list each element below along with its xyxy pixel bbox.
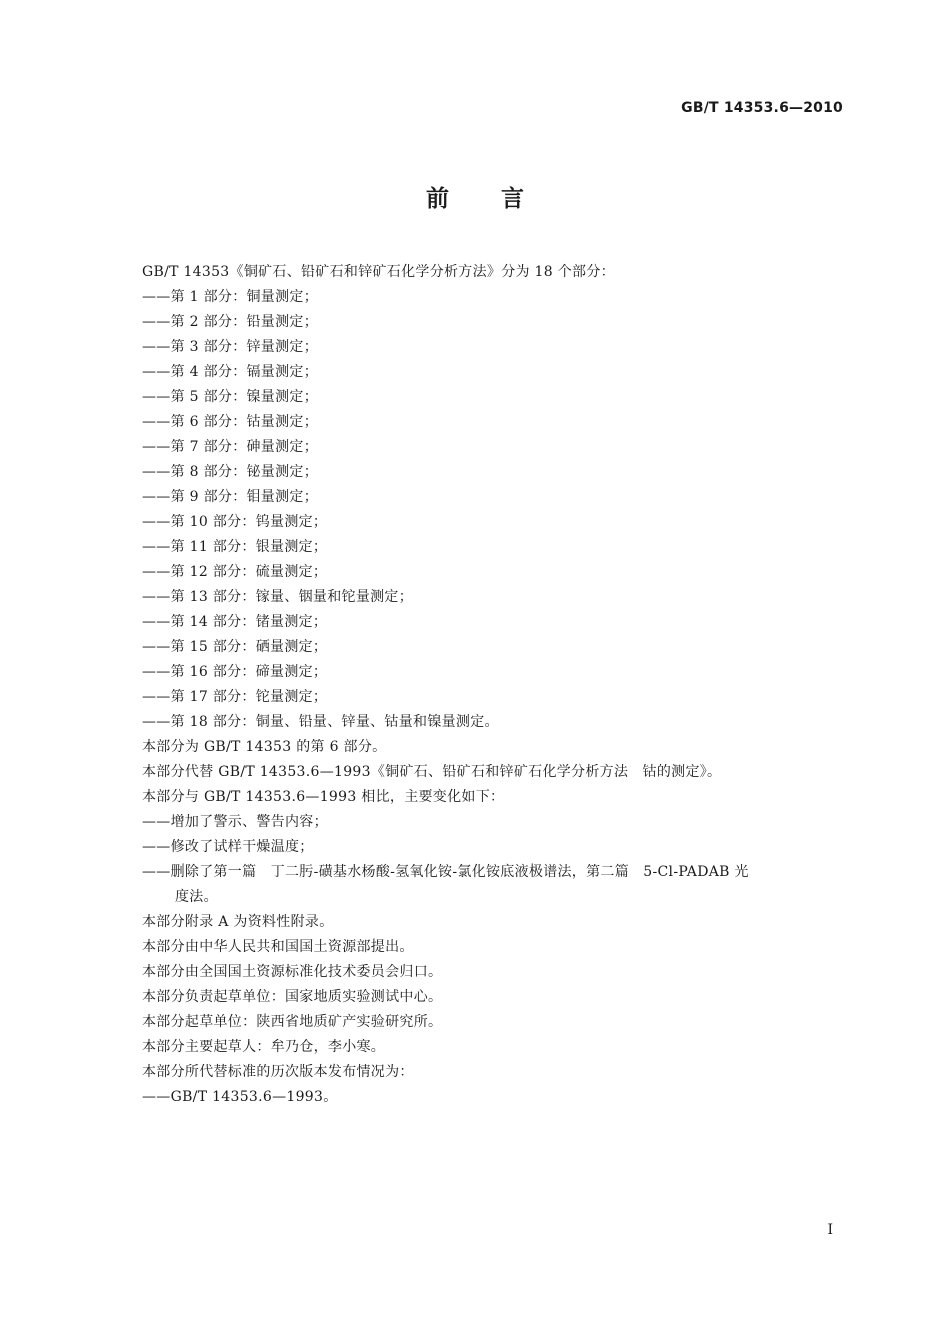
list-item: ——GB/T 14353.6—1993。 — [142, 1089, 338, 1105]
list-item: ——第 8 部分：铋量测定； — [142, 464, 319, 480]
list-item: ——第 5 部分：镍量测定； — [142, 389, 319, 405]
paragraph-line: 本部分与 GB/T 14353.6—1993 相比，主要变化如下： — [142, 789, 505, 805]
list-item: ——第 17 部分：铊量测定； — [142, 689, 328, 705]
paragraph-line: 本部分代替 GB/T 14353.6—1993《铜矿石、铅矿石和锌矿石化学分析方法 钴的测定》。 — [142, 764, 722, 780]
list-item: ——第 10 部分：钨量测定； — [142, 514, 328, 530]
foreword-body — [142, 260, 844, 1110]
paragraph-line: 本部分负责起草单位：国家地质实验测试中心。 — [142, 989, 443, 1005]
list-item: ——第 1 部分：铜量测定； — [142, 289, 319, 305]
list-item: ——第 18 部分：铜量、铅量、锌量、钴量和镍量测定。 — [142, 714, 499, 730]
list-item: ——第 15 部分：硒量测定； — [142, 639, 328, 655]
page-number: I — [827, 1222, 833, 1238]
list-item: ——修改了试样干燥温度； — [142, 839, 314, 855]
paragraph-line: 本部分由全国国土资源标准化技术委员会归口。 — [142, 964, 443, 980]
list-item: ——第 14 部分：锗量测定； — [142, 614, 328, 630]
list-item: ——第 12 部分：硫量测定； — [142, 564, 328, 580]
standard-code: GB/T 14353.6—2010 — [681, 100, 843, 116]
paragraph-line: 本部分所代替标准的历次版本发布情况为： — [142, 1064, 414, 1080]
page-title — [0, 180, 950, 213]
list-item: ——第 4 部分：镉量测定； — [142, 364, 319, 380]
paragraph-line: 本部分主要起草人：牟乃仓，李小寒。 — [142, 1039, 386, 1055]
list-item: ——第 6 部分：钴量测定； — [142, 414, 319, 430]
list-item: ——第 2 部分：铅量测定； — [142, 314, 319, 330]
title-char-2: 言 — [501, 186, 524, 212]
list-item: ——第 11 部分：银量测定； — [142, 539, 328, 555]
paragraph-line: 本部分为 GB/T 14353 的第 6 部分。 — [142, 739, 387, 755]
paragraph-line: 本部分起草单位：陕西省地质矿产实验研究所。 — [142, 1014, 443, 1030]
list-item: ——增加了警示、警告内容； — [142, 814, 328, 830]
list-item: ——第 3 部分：锌量测定； — [142, 339, 319, 355]
list-item-continuation: 度法。 — [175, 889, 218, 905]
list-item: ——第 13 部分：镓量、铟量和铊量测定； — [142, 589, 414, 605]
title-char-1: 前 — [426, 186, 449, 212]
list-item: ——删除了第一篇 丁二肟-磺基水杨酸-氢氧化铵-氯化铵底液极谱法，第二篇 5-Cl-PADAB 光 — [142, 864, 749, 880]
list-item: ——第 16 部分：碲量测定； — [142, 664, 328, 680]
list-item: ——第 9 部分：钼量测定； — [142, 489, 319, 505]
paragraph-line: 本部分由中华人民共和国国土资源部提出。 — [142, 939, 414, 955]
intro-line: GB/T 14353《铜矿石、铅矿石和锌矿石化学分析方法》分为 18 个部分： — [142, 264, 615, 280]
paragraph-line: 本部分附录 A 为资料性附录。 — [142, 914, 334, 930]
list-item: ——第 7 部分：砷量测定； — [142, 439, 319, 455]
